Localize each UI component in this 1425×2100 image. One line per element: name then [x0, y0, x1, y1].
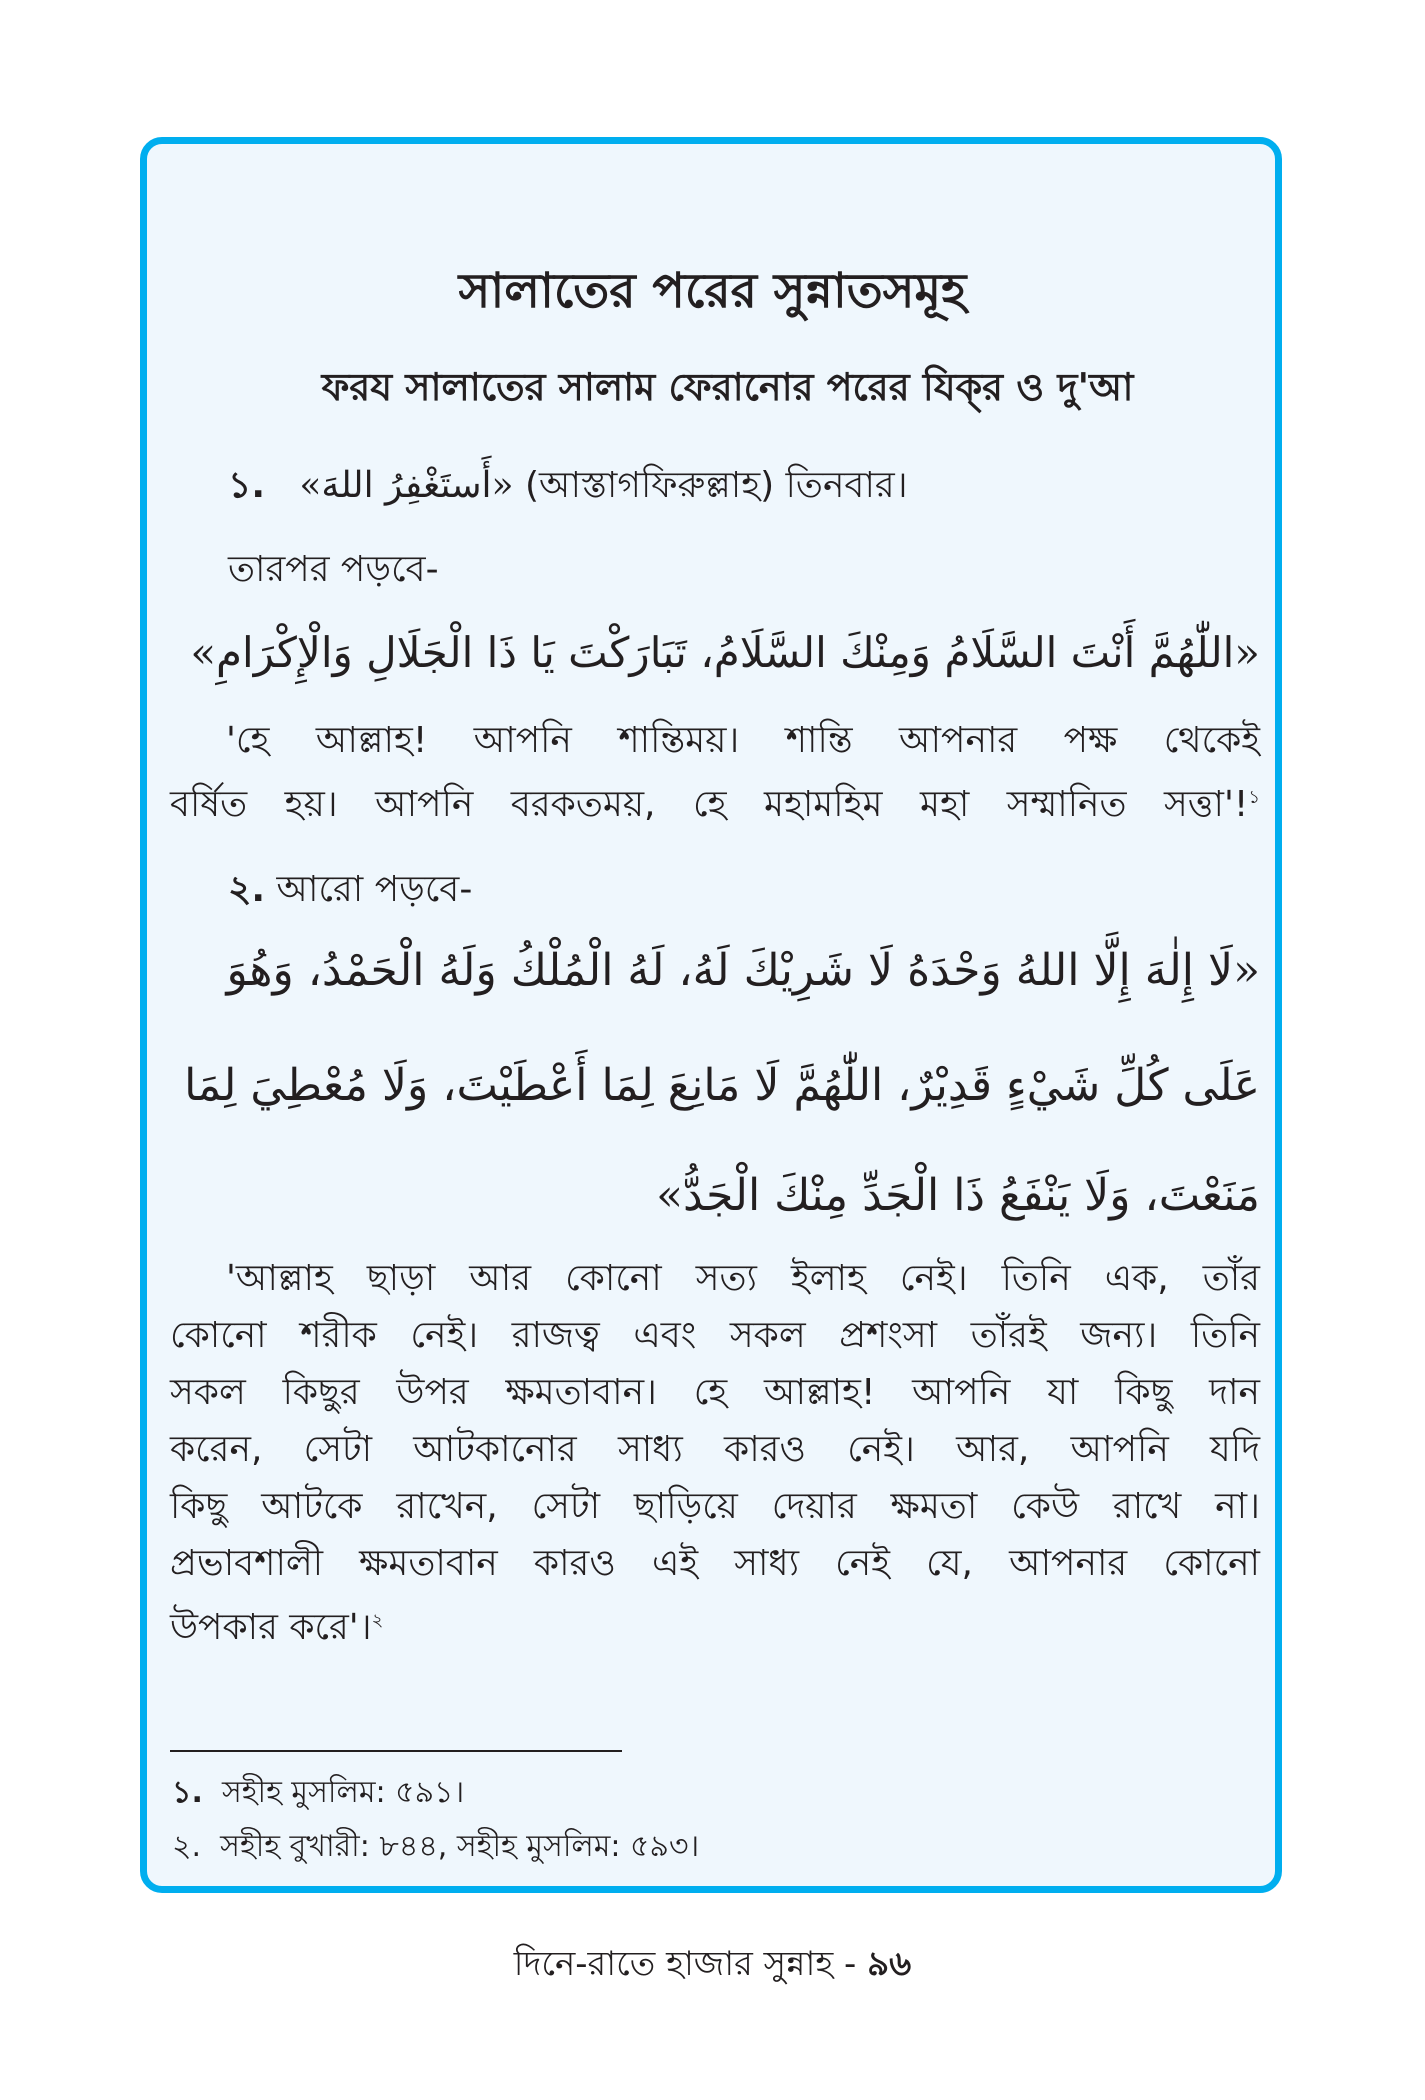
footnote-1-text: সহীহ মুসলিম: ৫৯১।: [221, 1775, 465, 1810]
dua-1-translation-line: 'হে আল্লাহ! আপনি শান্তিময়। শান্তি আপনার পক্ষ থেকেই: [226, 720, 1260, 761]
dua-2-translation-line: উপকার করে'।$^২$: [170, 1607, 384, 1648]
then-read: তারপর পড়বে-: [228, 549, 439, 590]
footnote-1-number: ১.: [172, 1775, 203, 1810]
item-2: [228, 862, 472, 922]
page-footer: [0, 1938, 1425, 1995]
dua-2-translation-line: সকল কিছুর উপর ক্ষমতাবান। হে আল্লাহ! আপনি যা কিছু দান: [170, 1372, 1260, 1413]
dua-2-arabic-line: «لَا إِلٰهَ إِلَّا اللهُ وَحْدَهُ لَا شَرِيْكَ لَهُ، لَهُ الْمُلْكُ وَلَهُ الْحَمْدُ، وَهُوَ: [226, 945, 1260, 996]
dua-1-arabic: «اللّٰهُمَّ أَنْتَ السَّلَامُ وَمِنْكَ السَّلَامُ، تَبَارَكْتَ يَا ذَا الْجَلَالِ وَالْإِكْرَامِ»: [190, 628, 1260, 677]
dua-2-arabic-line: مَنَعْتَ، وَلَا يَنْفَعُ ذَا الْجَدِّ مِنْكَ الْجَدُّ»: [656, 1170, 1260, 1221]
footnote-1: [172, 1768, 464, 1819]
item-1: [228, 458, 908, 518]
dua-1-translation: [170, 712, 1260, 833]
footnote-2-text: সহীহ বুখারী: ৮৪৪, সহীহ মুসলিম: ৫৯৩।: [220, 1829, 700, 1864]
item-1-arabic: «أَستَغْفِرُ اللهَ»: [299, 465, 514, 506]
footnote-2-number: ২.: [172, 1829, 202, 1864]
section-title: সালাতের পরের সুন্নাতসমূহ: [458, 263, 967, 319]
footnote-ref-2[interactable]: ২: [371, 1610, 384, 1631]
dua-2-translation-line: প্রভাবশালী ক্ষমতাবান কারও এই সাধ্য নেই যে, আপনার কোনো: [170, 1543, 1260, 1584]
dua-2-translation-line: কিছু আটকে রাখেন, সেটা ছাড়িয়ে দেয়ার ক্ষমতা কেউ রাখে না।: [170, 1486, 1260, 1527]
section-subtitle: ফরয সালাতের সালাম ফেরানোর পরের যিক্‌র ও দু'আ: [321, 365, 1134, 409]
item-2-text: আরো পড়বে-: [276, 869, 473, 910]
item-1-text: (আস্তাগফিরুল্লাহ) তিনবার।: [525, 465, 908, 506]
book-title: দিনে-রাতে হাজার সুন্নাহ -: [513, 1944, 857, 1984]
dua-2-arabic-line: عَلَى كُلِّ شَيْءٍ قَدِيْرٌ، اللّٰهُمَّ لَا مَانِعَ لِمَا أَعْطَيْتَ، وَلَا مُعْطِيَ لِمَا: [184, 1060, 1260, 1111]
footnote-ref-1[interactable]: ১: [1248, 787, 1260, 808]
footnote-separator: [170, 1750, 622, 1752]
item-1-number: ১.: [228, 465, 266, 506]
dua-2-translation: [170, 1250, 1260, 1656]
page-number: ৯৬: [867, 1944, 912, 1984]
dua-2-translation-line: 'আল্লাহ ছাড়া আর কোনো সত্য ইলাহ নেই। তিনি এক, তাঁর: [226, 1258, 1260, 1299]
footnote-2: [172, 1822, 699, 1873]
dua-2-translation-line: করেন, সেটা আটকানোর সাধ্য কারও নেই। আর, আপনি যদি: [170, 1429, 1260, 1470]
dua-2-translation-line: কোনো শরীক নেই। রাজত্ব এবং সকল প্রশংসা তাঁরই জন্য। তিনি: [170, 1315, 1260, 1356]
dua-1-translation-line: বর্ষিত হয়। আপনি বরকতময়, হে মহামহিম মহা সম্মানিত সত্তা'!$^১$: [170, 784, 1260, 825]
item-2-number: ২.: [228, 869, 266, 910]
